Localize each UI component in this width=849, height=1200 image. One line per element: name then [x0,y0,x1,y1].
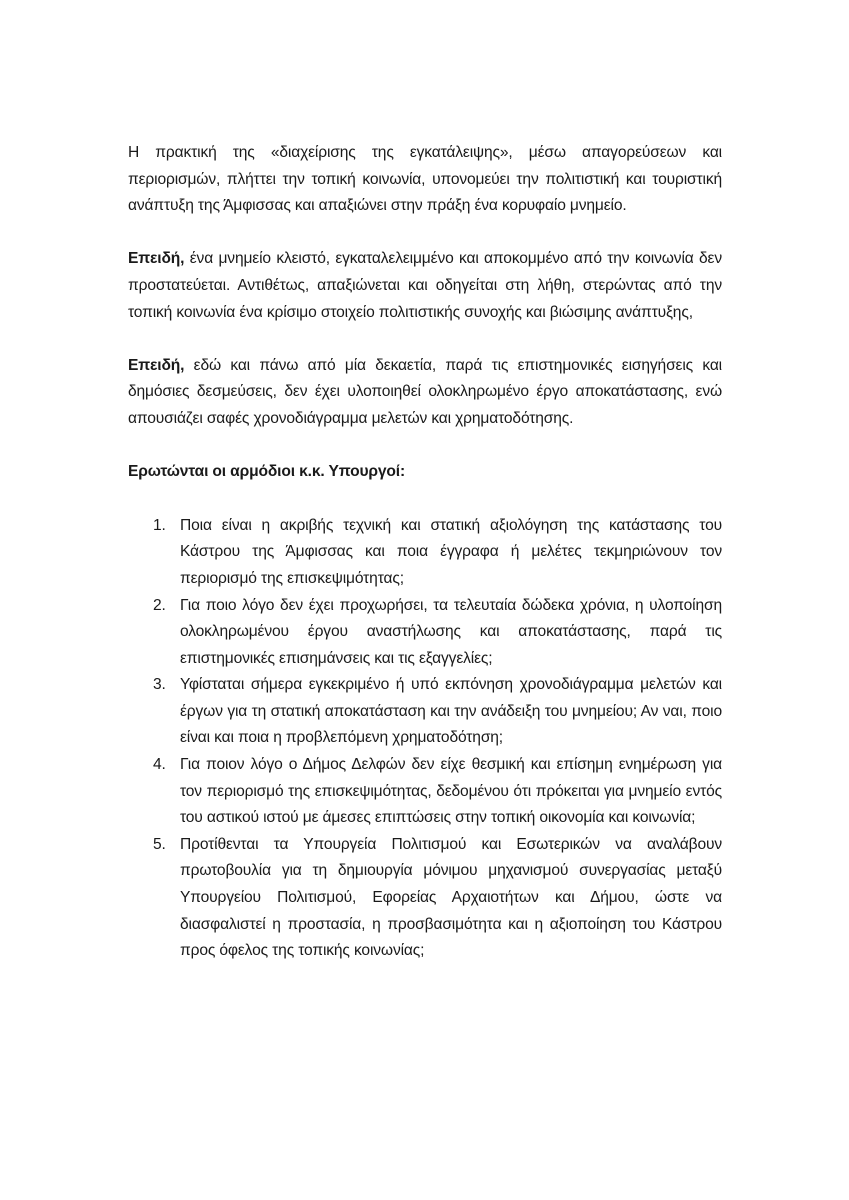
paragraph-text: εδώ και πάνω από μία δεκαετία, παρά τις επιστημονικές εισηγήσεις και δημόσιες δεσμεύσεις, δεν έχει υλοποιηθεί ολοκληρωμένο έργο αποκατάστασης, ενώ απουσιάζει σαφές χρονοδιάγραμμα μελετών και χρηματοδότησης. [128,356,722,427]
paragraph-text: Η πρακτική της «διαχείρισης της εγκατάλειψης», μέσω απαγορεύσεων και περιορισμών, πλήττει την τοπική κοινωνία, υπονομεύει την πολιτιστική και τουριστική ανάπτυξη της Άμφισσας και απαξιώνει στην πράξη ένα κορυφαίο μνημείο. [128,144,722,215]
question-number: 2. [153,596,166,614]
question-item [128,672,722,752]
question-text: Για ποιον λόγο ο Δήμος Δελφών δεν είχε θεσμική και επίσημη ενημέρωση για τον περιορισμό της επισκεψιμότητας, δεδομένου ότι πρόκειται για μνημείο εντός του αστικού ιστού με άμεσες επιπτώσεις στην τοπική οικονομία και κοινωνία; [180,756,722,827]
question-text: Για ποιο λόγο δεν έχει προχωρήσει, τα τελευταία δώδεκα χρόνια, η υλοποίηση ολοκληρωμένου έργου αναστήλωσης και αποκατάστασης, παρά τις επιστημονικές επισημάνσεις και τις εξαγγελίες; [180,596,722,667]
paragraph-intro [128,140,722,220]
question-number: 1. [153,516,166,534]
question-text: Ποια είναι η ακριβής τεχνική και στατική αξιολόγηση της κατάστασης του Κάστρου της Άμφισσας και ποια έγγραφα ή μελέτες τεκμηριώνουν τον περιορισμό της επισκεψιμότητας; [180,516,722,587]
questions-list [128,513,722,965]
question-text: Υφίσταται σήμερα εγκεκριμένο ή υπό εκπόνηση χρονοδιάγραμμα μελετών και έργων για τη στατική αποκατάσταση και την ανάδειξη του μνημείου; Αν ναι, ποιο είναι και ποια η προβλεπόμενη χρηματοδότηση; [180,676,722,747]
paragraph-whereas-2 [128,353,722,433]
question-text: Προτίθενται τα Υπουργεία Πολιτισμού και Εσωτερικών να αναλάβουν πρωτοβουλία για τη δημιουργία μόνιμου μηχανισμού συνεργασίας μεταξύ Υπουργείου Πολιτισμού, Εφορείας Αρχαιοτήτων και Δήμου, ώστε να διασφαλιστεί η προστασία, η προσβασιμότητα και η αξιοποίηση του Κάστρου προς όφελος της τοπικής κοινωνίας; [180,835,722,960]
question-number: 5. [153,835,166,853]
question-number: 3. [153,676,166,694]
question-item [128,832,722,965]
document-page [128,140,722,965]
paragraph-lead-bold: Επειδή, [128,250,185,268]
paragraph-lead-bold: Επειδή, [128,356,185,374]
question-item [128,752,722,832]
question-item [128,593,722,673]
paragraph-whereas-1 [128,246,722,326]
questions-heading: Ερωτώνται οι αρμόδιοι κ.κ. Υπουργοί: [128,463,405,481]
paragraph-text: ένα μνημείο κλειστό, εγκαταλελειμμένο και αποκομμένο από την κοινωνία δεν προστατεύεται. Αντιθέτως, απαξιώνεται και οδηγείται στη λήθη, στερώντας από την τοπική κοινωνία ένα κρίσιμο στοιχείο πολιτιστικής συνοχής και βιώσιμης ανάπτυξης, [128,250,722,321]
question-number: 4. [153,756,166,774]
question-item [128,513,722,593]
